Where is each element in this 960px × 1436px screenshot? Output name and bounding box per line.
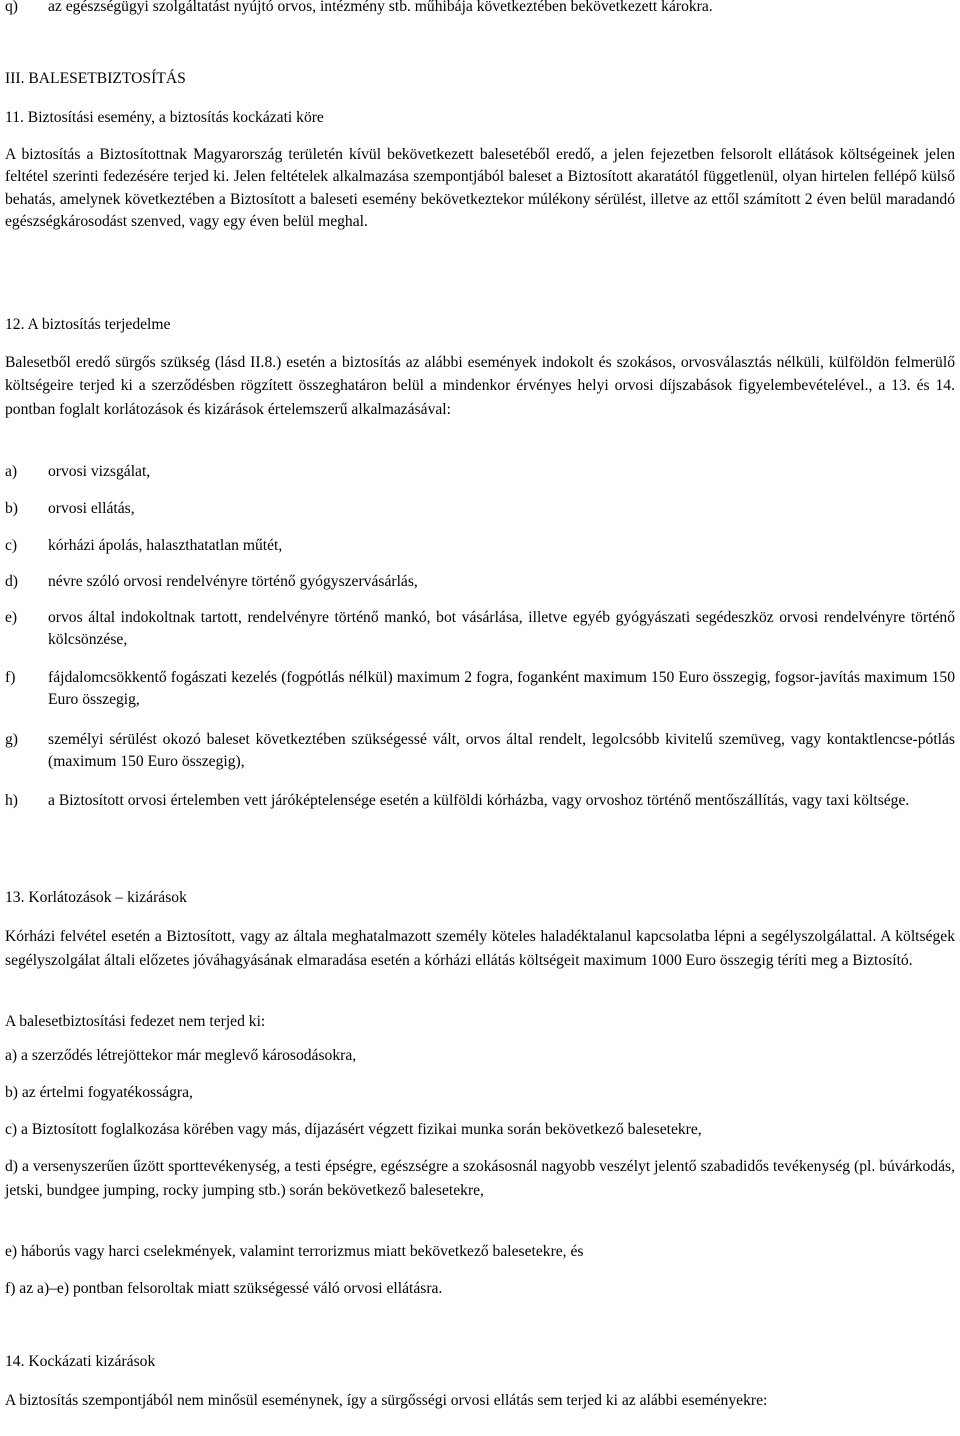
- exclusion-item-d: d) a versenyszerűen űzött sporttevékenység, a testi épségre, egészségre a szokásosnál nagyobb veszélyt jelentő szabadidős tevékenység (pl. búvárkodás, jetski, bundgee jumping, rocky jumping stb.) során bekövetkező balesetekre,: [5, 1158, 955, 1199]
- exclusion-item-e: e) háborús vagy harci cselekmények, valamint terrorizmus miatt bekövetkező balesetekre, és: [5, 1243, 584, 1260]
- list-item-text: névre szóló orvosi rendelvényre történő gyógyszervásárlás,: [48, 573, 418, 590]
- section-heading: III. BALESETBIZTOSÍTÁS: [5, 70, 186, 87]
- list-item-text: orvos által indokoltnak tartott, rendelvényre történő mankó, bot vásárlása, illetve egyéb gyógyászati segédeszköz orvosi rendelvényre történő kölcsönzése,: [48, 609, 955, 648]
- list-item-label: e): [5, 609, 18, 626]
- list-item-label: b): [5, 500, 18, 517]
- list-item-label: d): [5, 573, 18, 590]
- list-item-label: a): [5, 463, 18, 480]
- section-13-title: 13. Korlátozások – kizárások: [5, 889, 187, 906]
- list-item-d: [5, 571, 955, 593]
- exclusion-item-b: b) az értelmi fogyatékosságra,: [5, 1084, 193, 1101]
- list-item-text: orvosi vizsgálat,: [48, 463, 151, 480]
- list-item-text: fájdalomcsökkentő fogászati kezelés (fogpótlás nélkül) maximum 2 fogra, foganként maximum 150 Euro összegig, fogsor-javítás maximum 150 Euro összegig,: [48, 669, 955, 708]
- exclusion-item-a: a) a szerződés létrejöttekor már meglevő károsodásokra,: [5, 1047, 357, 1064]
- list-item-label: g): [5, 731, 18, 748]
- section-13-paragraph: Kórházi felvétel esetén a Biztosított, vagy az általa meghatalmazott személy köteles haladéktalanul kapcsolatba lépni a segélyszolgálattal. A költségek segélyszolgálat általi előzetes jóváhagyásának elmaradása esetén a kórházi ellátás költségeit maximum 1000 Euro összegig téríti meg a Biztosító.: [5, 928, 955, 969]
- list-item-label: h): [5, 792, 18, 809]
- list-item-g: [5, 729, 955, 773]
- list-item-e: [5, 607, 955, 651]
- list-item-q: [5, 0, 955, 18]
- list-item-text: kórházi ápolás, halaszthatatlan műtét,: [48, 537, 283, 554]
- section-11-paragraph: A biztosítás a Biztosítottnak Magyarország területén kívül bekövetkezett balesetéből eredő, a jelen fejezetben felsorolt ellátások költségeinek jelen feltétel szerinti fedezésére terjed ki. Jelen feltételek alkalmazása szempontjából baleset a Biztosított akaratától függetlenül, olyan hirtelen fellépő külső behatás, amelynek következtében a Biztosított a baleseti esemény bekövetkeztekor múlékony sérülést, illetve az ettől számított 2 éven belül maradandó egészségkárosodást szenved, vagy egy éven belül meghal.: [5, 146, 955, 231]
- list-item-h: [5, 790, 955, 812]
- list-item-label: f): [5, 669, 16, 686]
- list-item-a: [5, 461, 955, 483]
- exclusion-item-c: c) a Biztosított foglalkozása körében vagy más, díjazásért végzett fizikai munka során bekövetkező balesetekre,: [5, 1121, 702, 1138]
- list-item-text: az egészségügyi szolgáltatást nyújtó orvos, intézmény stb. műhibája következtében bekövetkezett károkra.: [48, 0, 713, 15]
- list-item-c: [5, 535, 955, 557]
- list-item-label: q): [5, 0, 18, 15]
- section-12-title: 12. A biztosítás terjedelme: [5, 316, 171, 333]
- section-12-paragraph: Balesetből eredő sürgős szükség (lásd II.8.) esetén a biztosítás az alábbi események indokolt és szokásos, orvosválasztás nélküli, külföldön felmerülő költségeire terjed ki a szerződésben rögzített összeghatáron belül a mindenkor érvényes helyi orvosi díjszabások figyelembevételével., a 13. és 14. pontban foglalt korlátozások és kizárások értelemszerű alkalmazásával:: [5, 354, 955, 418]
- section-14-title: 14. Kockázati kizárások: [5, 1353, 156, 1370]
- section-13-lead: A balesetbiztosítási fedezet nem terjed ki:: [5, 1013, 266, 1030]
- list-item-b: [5, 498, 955, 520]
- section-11-title: 11. Biztosítási esemény, a biztosítás kockázati köre: [5, 109, 324, 126]
- exclusion-item-f: f) az a)–e) pontban felsoroltak miatt szükségessé váló orvosi ellátásra.: [5, 1280, 443, 1297]
- list-item-f: [5, 667, 955, 711]
- section-14-paragraph: A biztosítás szempontjából nem minősül eseménynek, így a sürgősségi orvosi ellátás sem terjed ki az alábbi eseményekre:: [5, 1392, 768, 1409]
- list-item-text: a Biztosított orvosi értelemben vett járóképtelensége esetén a külföldi kórházba, vagy orvoshoz történő mentőszállítás, vagy taxi költsége.: [48, 792, 910, 809]
- list-item-label: c): [5, 537, 18, 554]
- list-item-text: személyi sérülést okozó baleset következtében szükségessé vált, orvos által rendelt, legolcsóbb kivitelű szemüveg, vagy kontaktlencse-pótlás (maximum 150 Euro összegig),: [48, 731, 955, 770]
- list-item-text: orvosi ellátás,: [48, 500, 135, 517]
